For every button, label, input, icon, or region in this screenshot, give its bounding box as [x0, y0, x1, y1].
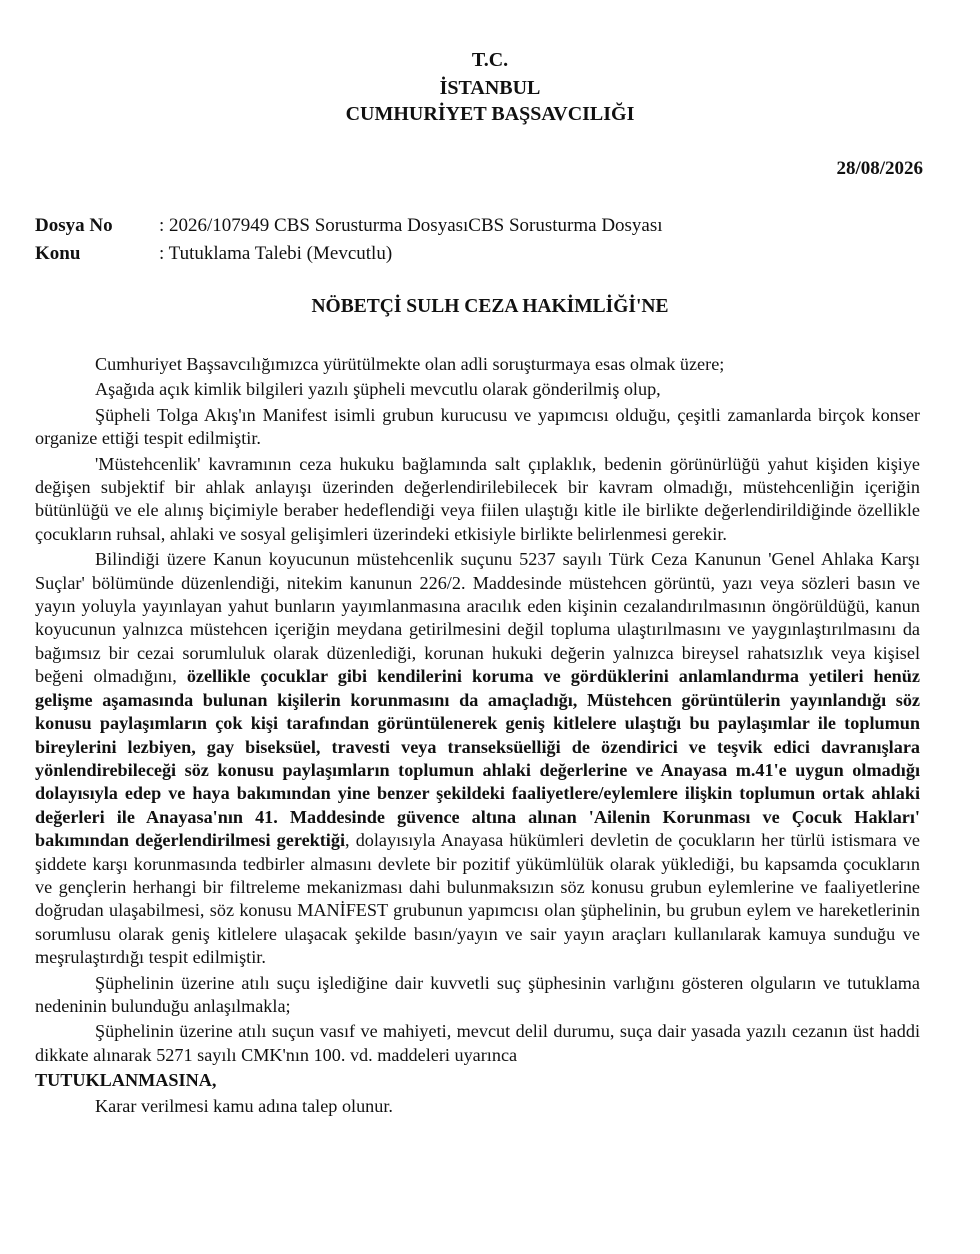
- document-meta: [35, 212, 663, 268]
- paragraph-closing: Karar verilmesi kamu adına talep olunur.: [95, 1095, 393, 1116]
- paragraph-7: Şüphelinin üzerine atılı suçun vasıf ve mahiyeti, mevcut delil durumu, suça dair yasada yazılı cezanın üst haddi dikkate alınarak 5271 sayılı CMK'nın 100. vd. maddeleri uyarınca: [35, 1021, 920, 1065]
- paragraph-3: Şüpheli Tolga Akış'ın Manifest isimli grubun kurucusu ve yapımcısı olduğu, çeşitli zamanlarda birçok konser organize ettiği tespit edilmiştir.: [35, 404, 920, 449]
- header-tc: T.C.: [471, 49, 509, 71]
- file-number-row: [35, 212, 663, 240]
- paragraph-5-part-c: , dolayısıyla Anayasa hükümleri devletin de çocukların her türlü istismara ve şiddete karşı korunmasında tedbirler almasını devlete bir pozitif yükümlülük olarak yüklediği, bu kapsamda çocukların ve gençlerin herhangi bir filtreleme mekanizması dahi bulunmaksızın söz konusu grubun eylemlerine ve faaliyetlerine doğrudan ulaşabilmesi, söz konusu MANİFEST grubunun yapımcısı olan şüphelinin, bu grubun eylem ve hareketlerinin sorumlusu olarak geniş kitlelere ulaşacak şekilde basın/yayın ve sair yayın araçları kullanılarak kamuya sunduğu ve meşrulaştırdığı tespit edilmiştir.: [35, 830, 920, 968]
- paragraph-2: Aşağıda açık kimlik bilgileri yazılı şüpheli mevcutlu olarak gönderilmiş olup,: [95, 379, 661, 400]
- file-number-value: : 2026/107949 CBS Sorusturma DosyasıCBS Sorusturma Dosyası: [159, 215, 663, 236]
- document-date: 28/08/2026: [836, 158, 923, 179]
- paragraph-4: 'Müstehcenlik' kavramının ceza hukuku bağlamında salt çıplaklık, bedenin görünürlüğü yahut kişiden kişiye değişen subjektif bir ahlak anlayışı üzerinden değerlendirilebilecek bir kavram olmadığı, müstehcenliğin içeriğin bütünlüğü ve ele alınış biçimiyle beraber hedeflendiği veya fiilen ulaştığı kitle ile birlikte değerlendirildiğinde özellikle çocukların ruhsal, ahlaki ve sosyal gelişimleri üzerindeki etkisiyle birlikte belirlenmesi gerekir.: [35, 453, 920, 544]
- paragraph-5-part-a: Bilindiği üzere Kanun koyucunun müstehcenlik suçunu 5237 sayılı Türk Ceza Kanunun 'Genel Ahlaka Karşı Suçlar' bölümünde düzenlendiği, nitekim kanunun 226/2. Maddesinde müstehcen görüntü, yazı veya sözleri basın ve yayın yoluyla yayınlayan yahut bunların yayımlanmasına aracılık eden kişinin cezalandırılmasının öngörüldüğü, kanun koyucunun yalnızca müstehcen içeriğin meydana getirilmesini değil topluma ulaştırılmasını ve yaygınlaştırılmasını da bağımsız bir cezai sorumluluk olarak düzenlediği, korunan hukuki değerin yalnızca bireysel rahatsızlık veya kişisel beğeni olmadığını,: [35, 549, 920, 687]
- header-office: CUMHURİYET BAŞSAVCILIĞI: [345, 103, 635, 125]
- file-number-label: Dosya No: [35, 215, 113, 236]
- paragraph-5: [35, 548, 920, 969]
- paragraph-1: Cumhuriyet Başsavcılığımızca yürütülmekte olan adli soruşturmaya esas olmak üzere;: [95, 354, 725, 374]
- header-city: İSTANBUL: [439, 77, 541, 99]
- subject-row: [35, 240, 663, 268]
- addressee: NÖBETÇİ SULH CEZA HAKİMLİĞİ'NE: [311, 296, 669, 317]
- subject-value: : Tutuklama Talebi (Mevcutlu): [159, 243, 393, 264]
- subject-label: Konu: [35, 243, 81, 264]
- document-body: [35, 353, 920, 1120]
- paragraph-6: Şüphelinin üzerine atılı suçu işlediğine dair kuvvetli suç şüphesinin varlığını gösteren olguların ve tutuklama nedeninin bulunduğu anlaşılmakla;: [35, 972, 920, 1016]
- decision-text: TUTUKLANMASINA,: [35, 1070, 217, 1091]
- paragraph-5-bold: özellikle çocuklar gibi kendilerini koruma ve gördüklerini anlamlandırma yetileri henüz gelişme aşamasında bulunan kişilerin korunmasını da amaçladığı, Müstehcen görüntülerin yayınlandığı söz konusu paylaşımların çok kişi tarafından görüntülenerek geniş kitlelere ulaştığı bu paylaşımlar ile toplumun bireylerini lezbiyen, gay biseksüel, travesti veya transeksüelliği de özendirici ve teşvik edici davranışlara yönlendirebileceği söz konusu paylaşımların toplumun ahlaki değerlerine ve Anayasa m.41'e uygun olmadığı dolayısıyla edep ve haya bakımından yine benzer şekildeki faaliyetlere/eylemlere ilişkin toplumun ortak ahlaki değerleri ile Anayasa'nın 41. Maddesinde güvence altına alınan 'Ailenin Korunması ve Çocuk Hakları' bakımından değerlendirilmesi gerektiği: [35, 666, 920, 851]
- paragraph-decision: [35, 1069, 920, 1092]
